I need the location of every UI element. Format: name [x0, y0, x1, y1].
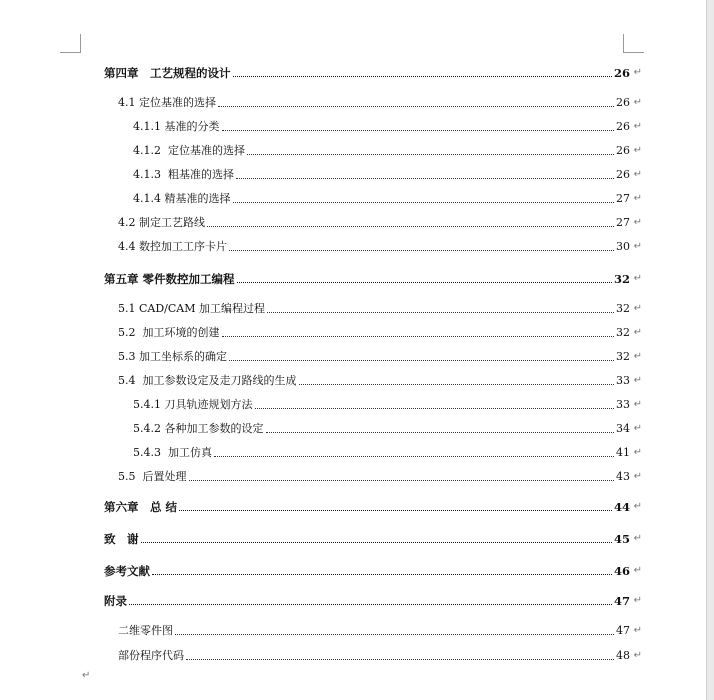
toc-entry[interactable] — [104, 498, 642, 514]
paragraph-mark: ↵ — [633, 351, 642, 362]
toc-entry[interactable] — [133, 444, 642, 460]
toc-entry-page-number: 32 — [616, 350, 630, 363]
toc-dot-leader — [233, 75, 612, 77]
toc-entry-title: 第五章 零件数控加工编程 — [104, 272, 235, 286]
toc-entry-title: 4.4 数控加工工序卡片 — [118, 240, 227, 253]
paragraph-mark: ↵ — [633, 471, 642, 482]
toc-entry-page-number: 32 — [616, 326, 630, 339]
toc-dot-leader — [267, 311, 614, 313]
toc-entry-title: 5.3 加工坐标系的确定 — [118, 350, 227, 363]
toc-entry-page-number: 32 — [613, 272, 630, 286]
toc-dot-leader — [207, 225, 614, 227]
margin-corner-top-left — [60, 34, 81, 53]
paragraph-mark: ↵ — [633, 97, 642, 108]
toc-entry-page-number: 26 — [616, 168, 630, 181]
toc-entry[interactable] — [118, 622, 642, 638]
toc-dot-leader — [229, 359, 614, 361]
paragraph-mark: ↵ — [633, 193, 642, 204]
toc-entry-title: 二维零件图 — [118, 624, 173, 637]
paragraph-mark: ↵ — [633, 67, 642, 78]
toc-entry-page-number: 30 — [616, 240, 630, 253]
toc-entry-title: 4.1.1 基准的分类 — [133, 120, 220, 133]
toc-entry-page-number: 44 — [613, 500, 630, 514]
paragraph-mark: ↵ — [633, 423, 642, 434]
toc-entry-title: 4.1.4 精基准的选择 — [133, 192, 231, 205]
toc-dot-leader — [247, 153, 614, 155]
toc-entry[interactable] — [118, 94, 642, 110]
paragraph-mark: ↵ — [633, 399, 642, 410]
toc-entry[interactable] — [104, 562, 642, 578]
paragraph-mark: ↵ — [633, 145, 642, 156]
toc-entry-page-number: 26 — [616, 144, 630, 157]
toc-dot-leader — [129, 603, 612, 605]
toc-entry[interactable] — [118, 468, 642, 484]
paragraph-mark: ↵ — [633, 625, 642, 636]
paragraph-mark: ↵ — [633, 501, 642, 512]
toc-entry-page-number: 32 — [616, 302, 630, 315]
toc-entry[interactable] — [104, 270, 642, 286]
toc-entry-page-number: 34 — [616, 422, 630, 435]
toc-entry-title: 4.1.3 粗基准的选择 — [133, 168, 234, 181]
toc-dot-leader — [237, 281, 612, 283]
toc-entry-title: 致 谢 — [104, 532, 139, 546]
toc-dot-leader — [218, 105, 614, 107]
toc-dot-leader — [229, 249, 614, 251]
toc-dot-leader — [214, 455, 614, 457]
paragraph-mark: ↵ — [633, 217, 642, 228]
toc-entry-page-number: 27 — [616, 216, 630, 229]
toc-entry-title: 4.1.2 定位基准的选择 — [133, 144, 245, 157]
paragraph-mark: ↵ — [633, 303, 642, 314]
paragraph-mark: ↵ — [633, 565, 642, 576]
toc-dot-leader — [299, 383, 615, 385]
toc-entry-page-number: 46 — [613, 564, 630, 578]
toc-dot-leader — [186, 658, 614, 660]
toc-entry-page-number: 41 — [616, 446, 630, 459]
page-right-edge — [706, 0, 714, 700]
toc-dot-leader — [141, 541, 612, 543]
paragraph-mark: ↵ — [633, 375, 642, 386]
toc-entry-title: 5.4.1 刀具轨迹规划方法 — [133, 398, 253, 411]
paragraph-mark: ↵ — [633, 650, 642, 661]
toc-entry-title: 5.2 加工环境的创建 — [118, 326, 220, 339]
toc-entry-page-number: 27 — [616, 192, 630, 205]
toc-entry-title: 部份程序代码 — [118, 649, 184, 662]
toc-dot-leader — [222, 129, 615, 131]
toc-entry[interactable] — [118, 647, 642, 663]
toc-dot-leader — [152, 573, 612, 575]
toc-entry-title: 5.1 CAD/CAM 加工编程过程 — [118, 302, 265, 315]
paragraph-mark: ↵ — [633, 595, 642, 606]
toc-entry[interactable] — [104, 530, 642, 546]
toc-entry-page-number: 26 — [616, 120, 630, 133]
toc-entry[interactable] — [118, 238, 642, 254]
toc-entry[interactable] — [133, 420, 642, 436]
toc-dot-leader — [236, 177, 614, 179]
toc-entry-title: 参考文献 — [104, 564, 150, 578]
toc-entry[interactable] — [133, 142, 642, 158]
toc-entry-page-number: 43 — [616, 470, 630, 483]
toc-entry-page-number: 45 — [613, 532, 630, 546]
toc-entry[interactable] — [118, 214, 642, 230]
toc-entry[interactable] — [104, 592, 642, 608]
toc-entry-title: 第六章 总 结 — [104, 500, 178, 514]
toc-entry-title: 附录 — [104, 594, 127, 608]
toc-dot-leader — [179, 509, 612, 511]
toc-dot-leader — [233, 201, 615, 203]
toc-entry[interactable] — [118, 300, 642, 316]
toc-entry[interactable] — [133, 396, 642, 412]
toc-dot-leader — [175, 633, 614, 635]
toc-entry[interactable] — [118, 372, 642, 388]
toc-entry[interactable] — [133, 118, 642, 134]
toc-entry-title: 5.4.2 各种加工参数的设定 — [133, 422, 264, 435]
paragraph-mark: ↵ — [633, 327, 642, 338]
margin-corner-top-right — [623, 34, 644, 53]
toc-dot-leader — [189, 479, 615, 481]
toc-entry-title: 4.2 制定工艺路线 — [118, 216, 205, 229]
paragraph-mark: ↵ — [633, 121, 642, 132]
toc-entry-page-number: 26 — [613, 66, 630, 80]
toc-entry[interactable] — [104, 64, 642, 80]
paragraph-mark: ↵ — [633, 169, 642, 180]
toc-entry-page-number: 33 — [616, 398, 630, 411]
toc-entry[interactable] — [118, 324, 642, 340]
toc-entry-title: 5.4 加工参数设定及走刀路线的生成 — [118, 374, 297, 387]
toc-entry[interactable] — [133, 190, 642, 206]
paragraph-mark: ↵ — [633, 447, 642, 458]
toc-entry-page-number: 48 — [616, 649, 630, 662]
toc-entry-page-number: 47 — [616, 624, 630, 637]
toc-entry-title: 4.1 定位基准的选择 — [118, 96, 216, 109]
toc-entry[interactable] — [133, 166, 642, 182]
toc-entry-title: 5.4.3 加工仿真 — [133, 446, 212, 459]
toc-entry-title: 5.5 后置处理 — [118, 470, 187, 483]
toc-entry-page-number: 26 — [616, 96, 630, 109]
toc-dot-leader — [266, 431, 615, 433]
paragraph-mark: ↵ — [633, 533, 642, 544]
toc-dot-leader — [255, 407, 615, 409]
paragraph-mark: ↵ — [633, 241, 642, 252]
paragraph-mark: ↵ — [82, 670, 91, 681]
toc-entry[interactable] — [118, 348, 642, 364]
toc-dot-leader — [222, 335, 615, 337]
toc-entry-page-number: 33 — [616, 374, 630, 387]
toc-entry-page-number: 47 — [613, 594, 630, 608]
toc-entry-title: 第四章 工艺规程的设计 — [104, 66, 231, 80]
paragraph-mark: ↵ — [633, 273, 642, 284]
